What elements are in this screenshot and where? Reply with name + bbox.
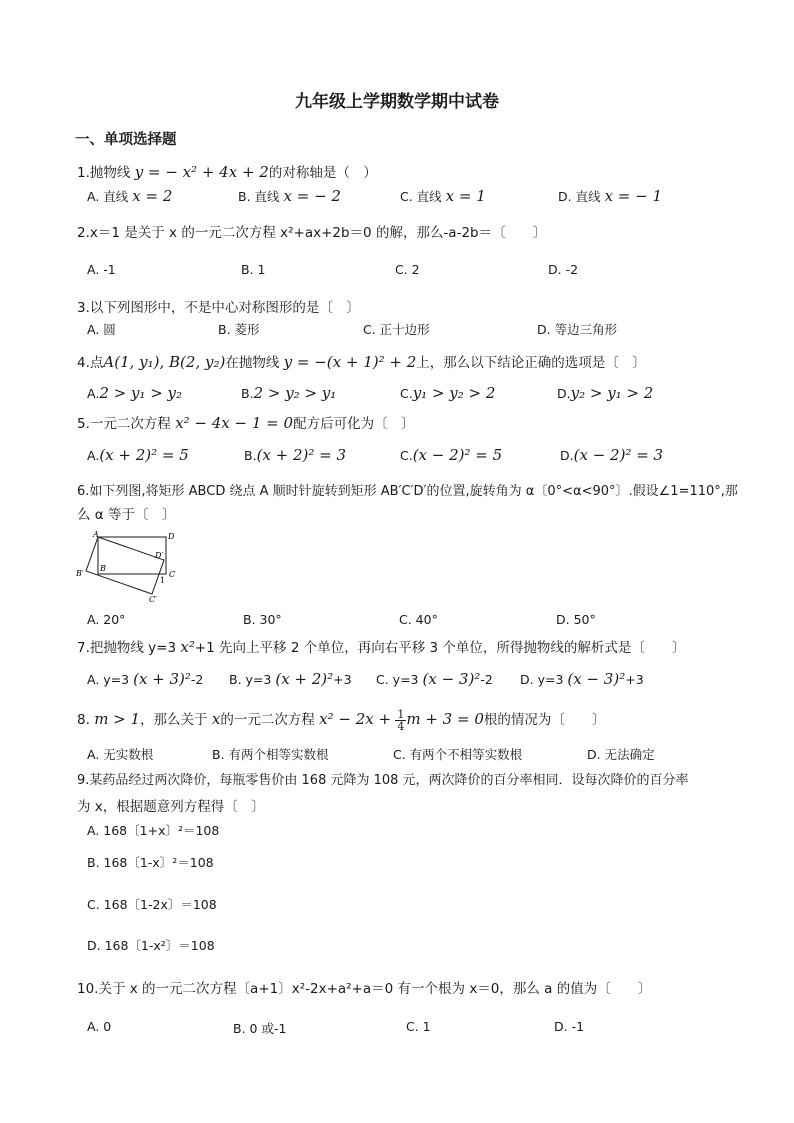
math-expression: A(1, y₁), B(2, y₂) (103, 353, 226, 371)
question-4 (77, 351, 646, 371)
option-d[interactable]: D. -2 (548, 262, 579, 277)
question-10: 10.关于 x 的一元二次方程〔a+1〕x²-2x+a²+a＝0 有一个根为 x＝0，那么 a 的值为〔 〕 (77, 981, 652, 997)
option-d[interactable]: D. 等边三角形 (537, 322, 618, 337)
question-number: 4.点 (77, 355, 104, 371)
fraction: $\frac{1}{4}$ (397, 707, 405, 733)
option-d[interactable]: D.y₂ > y₁ > 2 (557, 384, 654, 402)
question-8 (77, 708, 605, 732)
question-number: 1. (77, 165, 90, 181)
page-title: 九年级上学期数学期中试卷 (295, 92, 499, 112)
option-b[interactable]: B. 菱形 (218, 322, 260, 337)
option-a[interactable]: A. 无实数根 (87, 747, 154, 762)
question-1 (77, 161, 377, 181)
option-c[interactable]: C.y₁ > y₂ > 2 (400, 384, 496, 402)
label-angle-1: 1 (160, 576, 166, 585)
label-c: C (169, 570, 176, 579)
label-d: D (168, 532, 175, 541)
option-c[interactable]: C. 有两个不相等实数根 (393, 747, 523, 762)
question-5 (77, 412, 415, 432)
option-a[interactable]: A. -1 (87, 262, 116, 277)
label-c-prime: C′ (149, 595, 157, 604)
question-text: 7.把抛物线 y=3 (77, 640, 177, 656)
option-a[interactable]: A.(x + 2)² = 5 (87, 446, 189, 464)
math-expression: y = − x² + 4x + 2 (134, 163, 269, 181)
question-text: 上，那么以下结论正确的选项是〔 〕 (416, 355, 646, 371)
question-6-line-1: 6.如下列图,将矩形 ABCD 绕点 A 顺时针旋转到矩形 AB′C′D′的位置,旋转角为 α〔0°<α<90°〕.假设∠1=110°,那 (77, 484, 738, 499)
option-c[interactable]: C. 168〔1-2x〕＝108 (87, 897, 217, 912)
question-9-line-1: 9.某药品经过两次降价，每瓶零售价由 168 元降为 108 元，两次降价的百分率相同．设每次降价的百分率 (77, 773, 689, 788)
option-b[interactable]: B.(x + 2)² = 3 (244, 446, 347, 464)
question-text: 的对称轴是（ ） (268, 165, 377, 181)
label-b-prime: B′ (76, 569, 84, 578)
question-text: 根的情况为〔 〕 (483, 712, 606, 728)
option-a[interactable]: A. 直线 x = 2 (87, 187, 173, 205)
option-a[interactable]: A. 0 (87, 1019, 112, 1034)
question-number: 8. (77, 712, 90, 728)
option-c[interactable]: C. 直线 x = 1 (400, 187, 486, 205)
option-c[interactable]: C. 2 (395, 262, 420, 277)
question-7 (77, 636, 685, 656)
option-b[interactable]: B. 30° (243, 612, 282, 627)
option-b[interactable]: B. 0 或-1 (233, 1021, 287, 1036)
rectangle-rotation-figure (74, 528, 184, 604)
question-text: ，那么关于 (140, 712, 208, 728)
question-3: 3.以下列图形中，不是中心对称图形的是〔 〕 (77, 300, 360, 316)
option-a[interactable]: A. 168〔1+x〕²＝108 (87, 823, 220, 838)
option-d[interactable]: D. 168〔1-x²〕＝108 (87, 938, 215, 953)
label-b: B (100, 564, 106, 573)
math-expression: x² − 2x + (319, 710, 392, 728)
option-b[interactable]: B. y=3 (x + 2)²+3 (229, 670, 352, 688)
section-heading: 一、单项选择题 (75, 132, 177, 148)
math-expression: x² − 4x − 1 = 0 (175, 414, 294, 432)
option-b[interactable]: B. 直线 x = − 2 (238, 187, 341, 205)
question-text: 在抛物线 (225, 355, 280, 371)
question-text: +1 先向上平移 2 个单位，再向右平移 3 个单位，所得抛物线的解析式是〔 〕 (194, 640, 686, 656)
option-d[interactable]: D. 直线 x = − 1 (558, 187, 663, 205)
option-b[interactable]: B. 有两个相等实数根 (212, 747, 329, 762)
option-c[interactable]: C.(x − 2)² = 5 (400, 446, 503, 464)
option-b[interactable]: B.2 > y₂ > y₁ (241, 384, 337, 402)
option-c[interactable]: C. 40° (399, 612, 438, 627)
option-b[interactable]: B. 1 (241, 262, 266, 277)
option-d[interactable]: D. 50° (556, 612, 596, 627)
label-d-prime: D′ (155, 551, 164, 560)
question-6-line-2: 么 α 等于〔 〕 (77, 507, 176, 523)
option-c[interactable]: C. 正十边形 (363, 322, 430, 337)
option-c[interactable]: C. y=3 (x − 3)²-2 (376, 670, 493, 688)
option-a[interactable]: A. 20° (87, 612, 126, 627)
label-a: A (93, 530, 99, 539)
option-a[interactable]: A.2 > y₁ > y₂ (87, 384, 183, 402)
math-expression: m > 1 (94, 710, 141, 728)
option-d[interactable]: D. y=3 (x − 3)²+3 (520, 670, 644, 688)
question-text: 的一元二次方程 (220, 712, 315, 728)
math-expression: y = −(x + 1)² + 2 (283, 353, 417, 371)
option-c[interactable]: C. 1 (406, 1019, 431, 1034)
question-text: 5.一元二次方程 (77, 416, 171, 432)
option-d[interactable]: D. 无法确定 (587, 747, 655, 762)
math-expression: x² (180, 638, 195, 656)
option-d[interactable]: D.(x − 2)² = 3 (560, 446, 664, 464)
option-a[interactable]: A. 圆 (87, 322, 116, 337)
math-variable: x (211, 710, 221, 728)
question-text: 抛物线 (89, 165, 131, 181)
question-text: 配方后可化为〔 〕 (293, 416, 415, 432)
option-d[interactable]: D. -1 (554, 1019, 585, 1034)
question-9-line-2: 为 x，根据题意列方程得〔 〕 (77, 799, 265, 815)
option-a[interactable]: A. y=3 (x + 3)²-2 (87, 670, 204, 688)
option-b[interactable]: B. 168〔1-x〕²＝108 (87, 855, 214, 870)
math-expression: m + 3 = 0 (406, 710, 484, 728)
question-2: 2.x＝1 是关于 x 的一元二次方程 x²+ax+2b＝0 的解，那么-a-2b＝〔 〕 (77, 225, 547, 241)
